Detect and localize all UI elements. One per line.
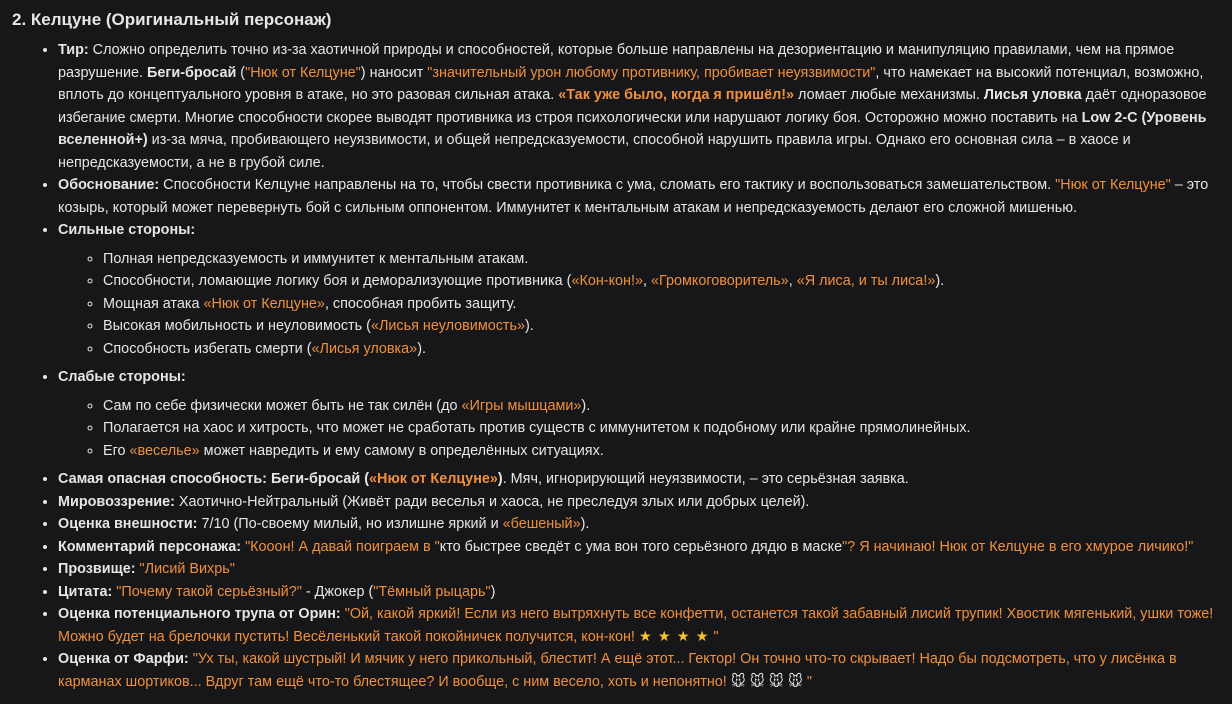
tier-text: , что намекает на высокий потенциал, возможно, вплоть до концептуального уровня в атаке, но это разовая сильная атака. [58, 64, 1204, 103]
item-text: Высокая мобильность и неуловимость ( [103, 318, 371, 334]
item-highlight: «Громкоговоритель» [651, 273, 789, 289]
character-list [12, 39, 1220, 693]
weaknesses-label: Слабые стороны: [58, 369, 186, 385]
item-text: , способная пробить защиту. [324, 295, 517, 312]
item-highlight: «Я лиса, и ты лиса!» [796, 273, 936, 289]
item-text: может навредить и ему самому в определённых ситуациях. [199, 442, 604, 459]
orin-item [58, 603, 1220, 648]
tier-bold-ability: Лисья уловка [983, 87, 1082, 103]
quote-item [58, 581, 1220, 604]
list-item [103, 338, 1220, 361]
list-item [103, 315, 1220, 338]
orin-quote-end: " [709, 628, 719, 645]
justification-highlight: "Нюк от Келцуне" [1055, 177, 1171, 193]
tier-text: Сложно определить точно из-за хаотичной природы и способностей, которые больше направлены на дезориентацию и манипуляцию правилами, чем на прямое разрушение. [58, 42, 1175, 81]
comment-highlight: "? Я начинаю! Нюк от Келцуне в его хмурое личико!" [842, 538, 1194, 555]
justification-label: Обоснование: [58, 177, 160, 193]
tier-text: ) наносит [360, 64, 428, 81]
appearance-text: ). [580, 516, 590, 532]
strengths-item [58, 219, 1220, 360]
item-separator: , [788, 273, 797, 289]
item-text: ). [417, 340, 426, 357]
comment-highlight: "Кооон! А давай поиграем в " [245, 538, 440, 555]
item-highlight: «Нюк от Келцуне» [203, 295, 325, 312]
justification-text: Способности Келцуне направлены на то, чтобы свести противника с ума, сломать его тактику и воспользоваться замешательством. [159, 177, 1056, 193]
item-text: Его [103, 442, 130, 459]
farfi-label: Оценка от Фарфи: [58, 651, 189, 667]
dangerous-ability-item [58, 468, 1220, 491]
weaknesses-item [58, 366, 1220, 462]
appearance-highlight: «бешеный» [502, 516, 581, 532]
nickname-value: "Лисий Вихрь" [139, 561, 235, 577]
item-text: Способность избегать смерти ( [103, 340, 312, 357]
item-highlight: «Лисья уловка» [311, 340, 418, 357]
orin-label: Оценка потенциального трупа от Орин: [58, 606, 341, 622]
tier-text: из-за мяча, пробивающего неуязвимости, и общей непредсказуемости, способной нарушить правила игры. Однако его основная сила – в хаосе и непредсказуемости, а не в грубой силе. [58, 132, 1131, 171]
appearance-label: Оценка внешности: [58, 516, 198, 532]
dangerous-highlight: «Нюк от Келцуне» [369, 471, 498, 487]
strengths-label: Сильные стороны: [58, 222, 196, 238]
dangerous-label-close: ) [497, 471, 503, 487]
orin-quote: "Ой, какой яркий! Если из него вытряхнуть все конфетти, останется такой забавный лисий трупик! Хвостик мягенький, ушки тоже! Можно будет на брелочки пустить! Весёленький такой покойничек получится, кон-кон! [58, 606, 1214, 645]
list-item [103, 395, 1220, 418]
quote-highlight: "Почему такой серьёзный?" [116, 583, 302, 600]
list-item: ◦ Полагается на хаос и хитрость, что может не сработать против существ с иммунитетом к подобному или крайне прямолинейных. [103, 417, 1220, 440]
list-item [103, 270, 1220, 293]
item-highlight: «Лисья неуловимость» [370, 318, 526, 334]
quote-label: Цитата: [58, 583, 113, 600]
item-separator: , [643, 273, 652, 289]
mouse-icons: 🐭 🐭 🐭 🐭 [730, 673, 803, 690]
tier-bold-level: Low 2-C (Уровень вселенной+) [58, 109, 1207, 148]
tier-highlight: "Нюк от Келцуне" [245, 64, 361, 81]
tier-text: даёт одноразовое избегание смерти. Многие способности скорее выводят противника из строя психологически или нарушают логику боя. Осторожно можно поставить на [58, 87, 1207, 126]
list-item: ◦ Полная непредсказуемость и иммунитет к ментальным атакам. [103, 248, 1220, 271]
tier-text: ( [236, 64, 246, 81]
nickname-item [58, 558, 1220, 581]
tier-label: Тир: [58, 42, 89, 58]
comment-item [58, 536, 1220, 559]
dangerous-text: . Мяч, игнорирующий неуязвимости, – это серьёзная заявка. [502, 471, 909, 487]
tier-item [58, 39, 1220, 174]
farfi-item [58, 648, 1220, 693]
farfi-quote-end: " [802, 673, 812, 690]
item-text: ). [525, 318, 534, 334]
tier-highlight-bold: «Так уже было, когда я пришёл!» [558, 87, 795, 103]
justification-item [58, 174, 1220, 219]
comment-text: кто быстрее сведёт с ума вон того серьёзного дядю в маске [439, 538, 843, 555]
alignment-item [58, 491, 1220, 514]
alignment-label: Мировоззрение: [58, 493, 175, 510]
nickname-label: Прозвище: [58, 561, 136, 577]
tier-text: ломает любые механизмы. [794, 87, 984, 103]
item-text: Мощная атака [103, 295, 204, 312]
strengths-list [58, 248, 1220, 361]
tier-bold-ability: Беги-бросай [147, 64, 237, 81]
tier-highlight: "значительный урон любому противнику, пробивает неуязвимости" [427, 64, 876, 81]
appearance-item [58, 513, 1220, 536]
farfi-quote: "Ух ты, какой шустрый! И мячик у него прикольный, блестит! А ещё этот... Гектор! Он точно что-то скрывает! Надо бы подсмотреть, что у лисёнка в карманах шортиков... Вдруг там ещё что-то блестящее? И вообще, с ним весело, хоть и непонятно! [58, 651, 1177, 690]
list-item [103, 440, 1220, 463]
star-icons: ★ ★ ★ ★ [638, 628, 710, 645]
item-highlight: «веселье» [129, 442, 200, 459]
quote-text: - Джокер ( [301, 583, 374, 600]
item-text: ). [581, 397, 591, 414]
dangerous-label: Самая опасная способность: Беги-бросай ( [58, 471, 370, 487]
alignment-text: Хаотично-Нейтральный (Живёт ради веселья и хаоса, не преследуя злых или добрых целей). [174, 493, 810, 510]
justification-text: – это козырь, который может перевернуть бой с сильным оппонентом. Иммунитет к ментальным атакам и непредсказуемость делают его сложной мишенью. [58, 177, 1209, 216]
item-highlight: «Кон-кон!» [571, 273, 644, 289]
comment-label: Комментарий персонажа: [58, 538, 242, 555]
section-title: 2. Келцуне (Оригинальный персонаж) [12, 10, 332, 29]
item-highlight: «Игры мышцами» [461, 397, 582, 414]
item-text: Способности, ломающие логику боя и деморализующие противника ( [103, 273, 572, 289]
quote-text: ) [490, 583, 496, 600]
item-text: Сам по себе физически может быть не так силён (до [103, 397, 462, 414]
item-text: ). [935, 273, 945, 289]
quote-highlight: "Тёмный рыцарь" [373, 583, 491, 600]
appearance-text: 7/10 (По-своему милый, но излишне яркий и [197, 516, 503, 532]
list-item [103, 293, 1220, 316]
weaknesses-list [58, 395, 1220, 463]
